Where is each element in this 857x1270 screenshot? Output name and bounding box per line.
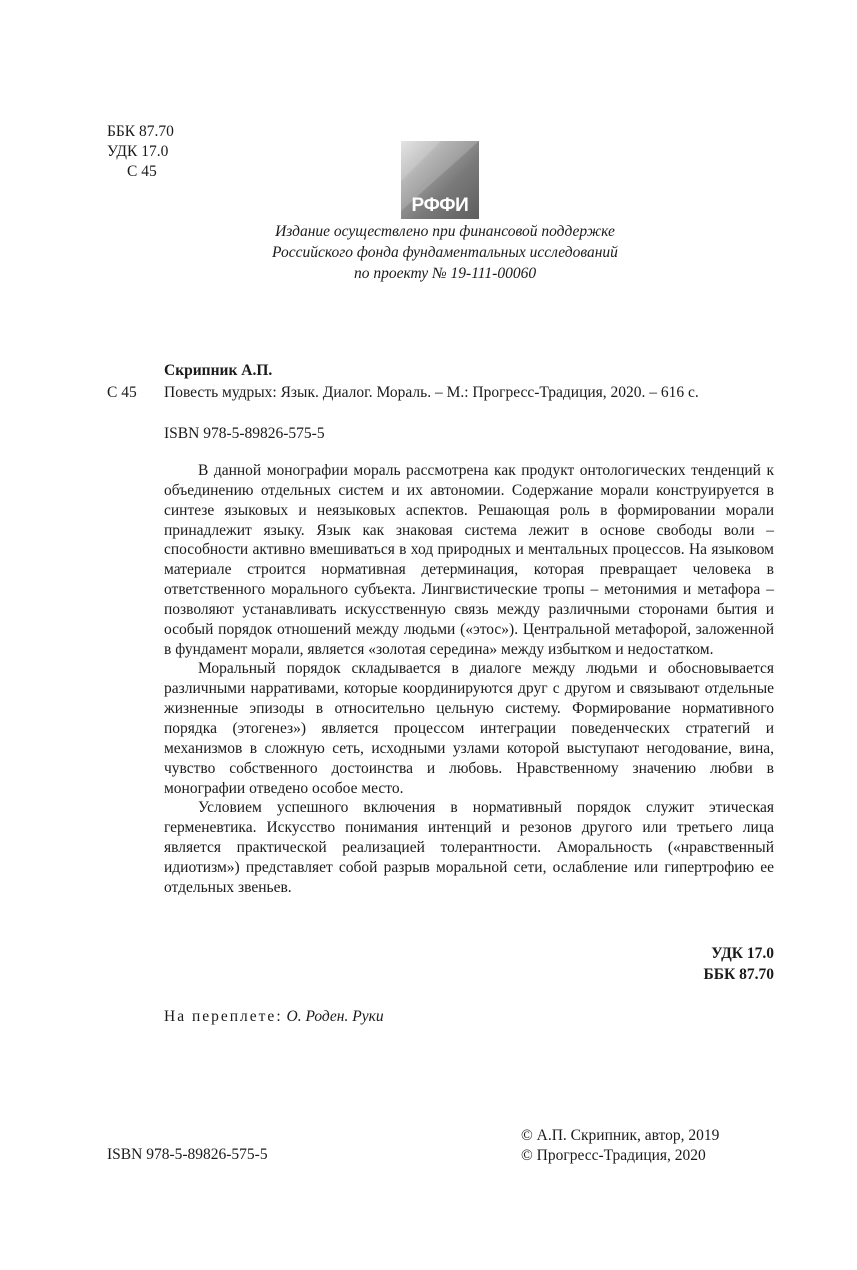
copyright-block xyxy=(521,1126,719,1166)
cover-label: На переплете: xyxy=(164,1008,283,1025)
rffi-logo xyxy=(401,141,479,219)
classification-codes xyxy=(107,122,174,182)
funding-note xyxy=(200,221,690,284)
abstract-paragraph: Моральный порядок складывается в диалоге между людьми и обосновывается различными нарративами, которые координируются друг с другом и связывают отдельные жизненные эпизоды в относительно цельную систему. Формирование нормативного порядка (этогенез») является процессом интеграции поведенческих стратегий и механизмов в сложную сеть, исходными узлами которой выступают негодование, вина, чувство собственного достоинства и любовь. Нравственному значению любви в монографии отведено особое место. xyxy=(164,660,774,797)
udk-code-bold: УДК 17.0 xyxy=(711,945,774,962)
cover-note xyxy=(164,1007,384,1027)
author-sign: С 45 xyxy=(127,163,157,180)
funding-line: Российского фонда фундаментальных исследований xyxy=(272,244,618,261)
abstract xyxy=(164,461,774,898)
funding-line: Издание осуществлено при финансовой поддержке xyxy=(275,223,615,240)
bibliographic-description: Повесть мудрых: Язык. Диалог. Мораль. – М.: Прогресс-Традиция, 2020. – 616 с. xyxy=(164,384,699,401)
bbk-code-bold: ББК 87.70 xyxy=(703,966,774,983)
isbn-footer: ISBN 978-5-89826-575-5 xyxy=(107,1146,268,1163)
udk-code: УДК 17.0 xyxy=(107,143,169,160)
logo-text: РФФИ xyxy=(411,195,469,216)
abstract-paragraph: В данной монографии мораль рассмотрена как продукт онтологических тенденций к объединению отдельных систем и их автономии. Содержание морали конструируется в синтезе языковых и неязыковых аспектов. Решающая роль в формировании морали принадлежит языку. Язык как знаковая система лежит в основе свободы воли – способности активно вмешиваться в ход природных и ментальных процессов. На языковом материале строится нормативная детерминация, которая превращает человека в ответственного морального субъекта. Лингвистические тропы – метонимия и метафора – позволяют устанавливать искусственную связь между различными сторонами бытия и особый порядок отношений между людьми («этос»). Центральной метафорой, заложенной в фундамент морали, является «золотая середина» между избытком и недостатком. xyxy=(164,462,774,658)
copyright-publisher: © Прогресс-Традиция, 2020 xyxy=(521,1147,706,1164)
classification-codes-right xyxy=(600,943,774,985)
bbk-code: ББК 87.70 xyxy=(107,123,174,140)
copyright-author: © А.П. Скрипник, автор, 2019 xyxy=(521,1127,720,1144)
isbn-record: ISBN 978-5-89826-575-5 xyxy=(164,425,325,442)
funding-line: по проекту № 19-111-00060 xyxy=(353,265,537,282)
abstract-paragraph: Условием успешного включения в нормативный порядок служит этическая герменевтика. Искусство понимания интенций и резонов другого или третьего лица является практической реализацией толерантности. Аморальность («нравственный идиотизм») представляет собой разрыв моральной сети, ослабление или гипертрофию ее отдельных звеньев. xyxy=(164,799,774,896)
record-cipher: С 45 xyxy=(107,384,137,401)
author-name: Скрипник А.П. xyxy=(164,362,273,379)
cover-value: О. Роден. Руки xyxy=(286,1008,384,1025)
